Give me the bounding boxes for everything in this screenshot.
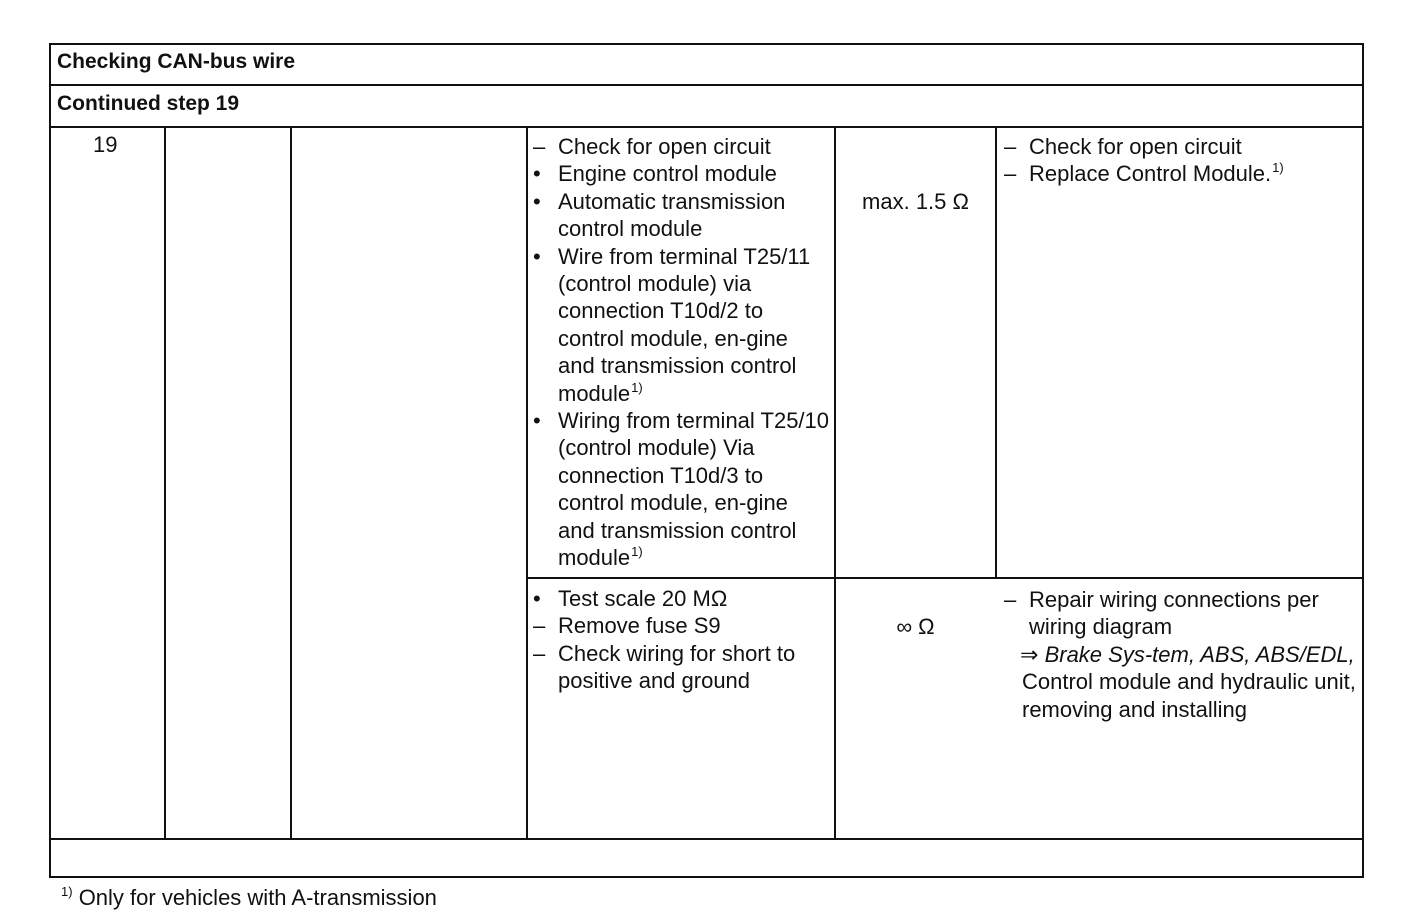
list-item (533, 243, 829, 407)
list-item-text: Check for open circuit (1029, 134, 1242, 159)
arrow-icon: ⇒ (1020, 641, 1039, 667)
list-item-text: Wiring from terminal T25/10 (control module) Via connection T10d/3 to control module, en-gine and transmission control module (558, 408, 830, 571)
column-divider-4 (834, 126, 836, 840)
column-divider-1 (164, 126, 166, 840)
cross-reference (1004, 641, 1358, 668)
list-item (533, 640, 829, 695)
table-subtitle: Continued step 19 (57, 92, 240, 115)
column-divider-5 (995, 126, 997, 579)
footnote-reference: 1) (631, 379, 643, 395)
list-item-text: Engine control module (558, 161, 777, 187)
bullet-marker: • (533, 408, 541, 434)
list-item (533, 585, 829, 612)
row1-remedy (1004, 133, 1358, 188)
list-item-text: Check wiring for short to positive and ground (558, 640, 796, 694)
table-title: Checking CAN-bus wire (57, 50, 296, 73)
rule-below-title (49, 84, 1364, 86)
rule-above-footer-row (49, 838, 1364, 840)
list-item-text: Replace Control Module. (1029, 161, 1272, 187)
row2-test-items (533, 585, 829, 695)
row1-specified-value: max. 1.5 Ω (862, 189, 969, 214)
list-item-text: Test scale 20 MΩ (558, 586, 728, 611)
row1-test-items (533, 133, 829, 572)
column-divider-3 (526, 126, 528, 840)
dash-marker: – (1004, 587, 1017, 612)
dash-marker: – (533, 134, 546, 159)
list-item (1004, 133, 1358, 160)
list-item (1004, 160, 1358, 187)
list-item-text: Automatic transmission control module (558, 188, 786, 242)
reference-tail: Control module and hydraulic unit, removing and installing (1022, 669, 1356, 722)
reference-title: Brake Sys-tem, ABS, ABS/EDL, (1044, 641, 1355, 667)
row2-specified-value: ∞ Ω (896, 614, 935, 639)
footnote-reference: 1) (1272, 160, 1284, 176)
dash-marker: – (1004, 134, 1017, 159)
list-item (533, 133, 829, 160)
dash-marker: – (533, 640, 546, 666)
row2-remedy (1004, 586, 1358, 723)
footnote (60, 884, 437, 912)
list-item (533, 188, 829, 243)
dash-marker: – (533, 613, 546, 639)
list-item-text: Remove fuse S9 (558, 613, 721, 639)
dash-marker: – (1004, 161, 1017, 187)
rule-below-subtitle (49, 126, 1364, 128)
list-item (533, 407, 829, 571)
list-item-text: Check for open circuit (558, 134, 771, 159)
bullet-marker: • (533, 188, 541, 214)
bullet-marker: • (533, 243, 541, 269)
list-item-text: Wire from terminal T25/11 (control module) via connection T10d/2 to control module, en-gine and transmission control module (558, 243, 811, 406)
bullet-marker: • (533, 586, 541, 611)
list-item (533, 160, 829, 187)
footnote-text: Only for vehicles with A-transmission (78, 885, 437, 910)
bullet-marker: • (533, 161, 541, 187)
rule-between-rows (527, 577, 1364, 579)
footnote-mark: 1) (61, 884, 73, 899)
list-item (533, 612, 829, 639)
list-item-text: Repair wiring connections per wiring diagram (1029, 587, 1319, 640)
list-item (1004, 586, 1358, 641)
column-divider-2 (290, 126, 292, 840)
step-number: 19 (93, 132, 118, 157)
footnote-reference: 1) (631, 544, 643, 560)
